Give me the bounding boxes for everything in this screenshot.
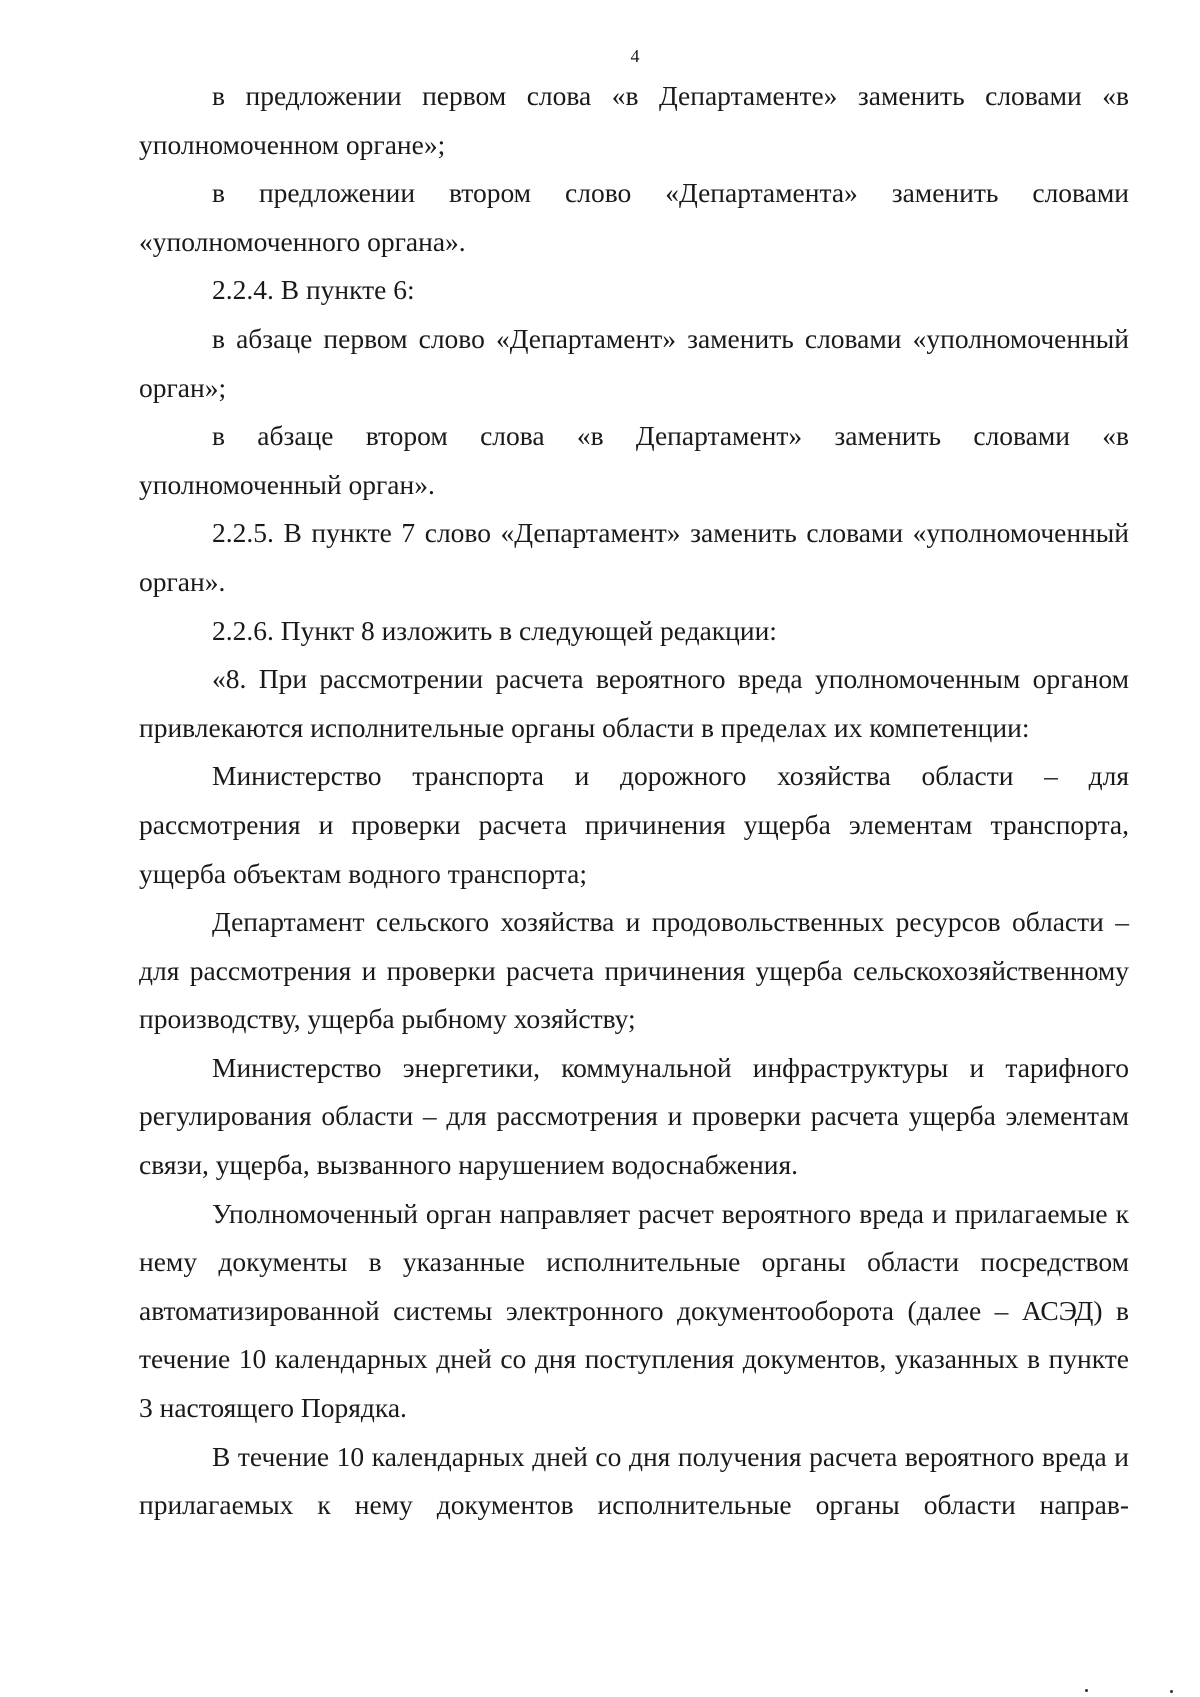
paragraph-4: в абзаце первом слово «Департамент» заменить словами «уполномоченный орган»; [139,322,1129,403]
paragraph-8: «8. При рассмотрении расчета вероятного вреда уполномоченным органом привлекаются исполнительные органы области в пределах их компетенции: [139,663,1129,743]
scan-speck [1085,1689,1088,1692]
paragraph-1: в предложении первом слова «в Департаменте» заменить словами «в уполномоченном органе»; [139,80,1129,160]
page-number: 4 [630,46,640,66]
paragraph-7: 2.2.6. Пункт 8 изложить в следующей редакции: [212,614,777,646]
document-body [139,72,1129,1530]
paragraph-11: Министерство энергетики, коммунальной инфраструктуры и тарифного регулирования области – для рассмотрения и проверки расчета ущерба элементам связи, ущерба, вызванного нарушением водоснабжения. [139,1051,1129,1181]
paragraph-9: Министерство транспорта и дорожного хозяйства области – для рассмотрения и проверки расчета причинения ущерба элементам транспорта, ущерба объектам водного транспорта; [139,760,1129,889]
paragraph-12: Уполномоченный орган направляет расчет вероятного вреда и прилагаемые к нему документы в указанные исполнительные органы области посредством автоматизированной системы электронного документооборота (далее – АСЭД) в течение 10 календарных дней со дня поступления документов, указанных в пункте 3 настоящего Порядка. [139,1197,1129,1424]
paragraph-6: 2.2.5. В пункте 7 слово «Департамент» заменить словами «уполномоченный орган». [139,517,1129,597]
paragraph-2: в предложении втором слово «Департамента» заменить словами «уполномоченного органа». [139,177,1129,257]
scan-speck [1170,1690,1173,1693]
paragraph-13: В течение 10 календарных дней со дня получения расчета вероятного вреда и прилагаемых к нему документов исполнительные органы области направ- [139,1440,1129,1521]
paragraph-10: Департамент сельского хозяйства и продовольственных ресурсов области – для рассмотрения и проверки расчета причинения ущерба сельскохозяйственному производству, ущерба рыбному хозяйству; [139,906,1129,1035]
paragraph-3: 2.2.4. В пункте 6: [212,274,415,306]
paragraph-5: в абзаце втором слова «в Департамент» заменить словами «в уполномоченный орган». [139,420,1129,500]
